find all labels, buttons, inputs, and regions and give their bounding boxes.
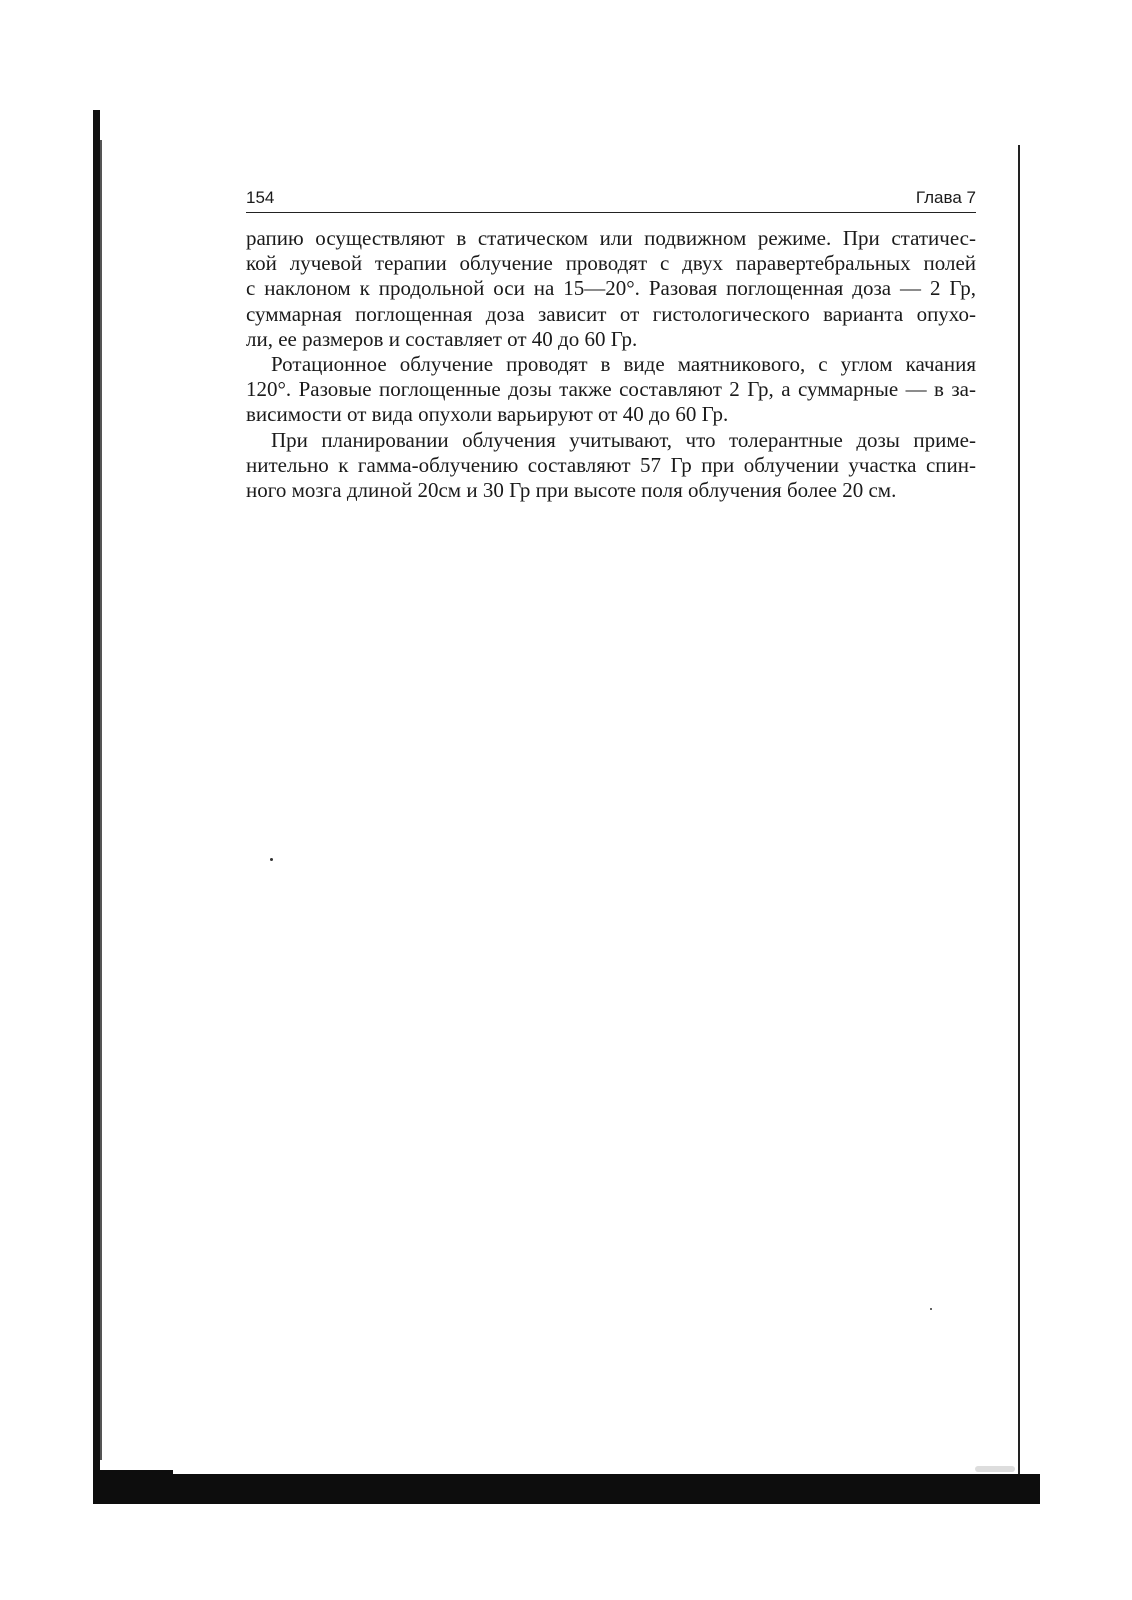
- text-line: 120°. Разовые поглощенные дозы также составляют 2 Гр, а суммарные — в за-: [246, 377, 976, 402]
- paragraph: [246, 226, 976, 352]
- scan-speck: [270, 858, 273, 861]
- scan-border-bottom: [93, 1474, 1040, 1504]
- body-text: [246, 226, 976, 503]
- page-number: 154: [246, 188, 275, 207]
- text-line: рапию осуществляют в статическом или подвижном режиме. При статичес-: [246, 226, 976, 250]
- scan-border-left-thin: [100, 140, 102, 1460]
- paragraph: [246, 352, 976, 428]
- text-line: При планировании облучения учитывают, что толерантные дозы приме-: [271, 427, 976, 452]
- text-line: с наклоном к продольной оси на 15—20°. Разовая поглощенная доза — 2 Гр,: [246, 276, 976, 301]
- running-head: [246, 188, 976, 213]
- text-line: ли, ее размеров и составляет от 40 до 60 Гр.: [246, 326, 638, 351]
- text-line: нительно к гамма-облучению составляют 57 Гр при облучении участка спин-: [246, 452, 976, 477]
- text-line: висимости от вида опухоли варьируют от 40 до 60 Гр.: [246, 402, 729, 427]
- text-line: суммарная поглощенная доза зависит от гистологического варианта опухо-: [246, 301, 976, 326]
- text-line: Ротационное облучение проводят в виде маятникового, с углом качания: [271, 351, 976, 376]
- scan-notch: [975, 1466, 1015, 1472]
- scan-border-right: [1018, 145, 1020, 1475]
- paragraph: [246, 428, 976, 504]
- text-line: кой лучевой терапии облучение проводят с двух паравертебральных полей: [246, 251, 976, 276]
- scan-border-left: [93, 110, 100, 1500]
- scan-speck: [930, 1308, 932, 1310]
- text-line: ного мозга длиной 20см и 30 Гр при высоте поля облучения более 20 см.: [246, 477, 897, 502]
- chapter-title: Глава 7: [915, 188, 976, 207]
